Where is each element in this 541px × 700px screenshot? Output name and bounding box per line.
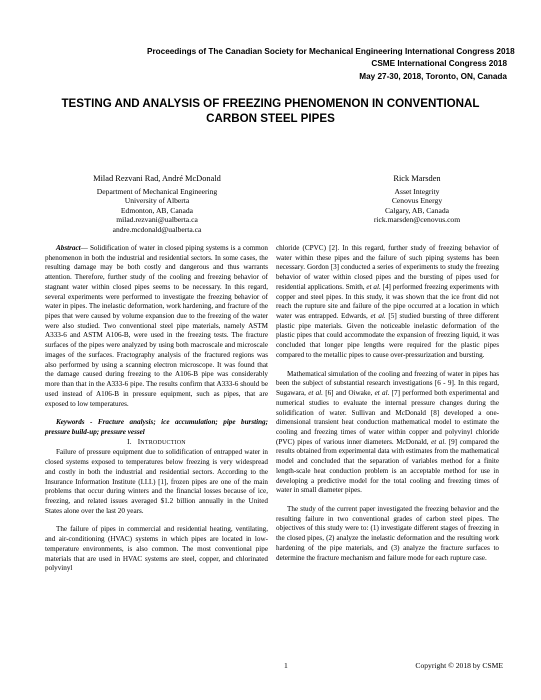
intro-paragraph-3 xyxy=(276,370,499,496)
keywords-label: Keywords xyxy=(56,418,85,427)
text-run-italic: et al. xyxy=(374,389,390,398)
author-names: Milad Rezvani Rad, André McDonald xyxy=(93,174,221,183)
author-email: rick.marsden@cenovus.com xyxy=(373,215,461,225)
keywords xyxy=(45,418,268,437)
left-column xyxy=(45,244,268,574)
right-column xyxy=(276,244,499,563)
section-initial: I xyxy=(137,437,141,446)
abstract-label: Abstract xyxy=(56,244,81,252)
title-line-1: TESTING AND ANALYSIS OF FREEZING PHENOMENON IN CONVENTIONAL xyxy=(61,97,480,110)
text-run: [4] performed freezing experiments with copper and steel pipes. In this study, it was shown that the ice front did not reach the rupture site and failure of the pipe occurred at a location in which water was entrapped. Edwards, xyxy=(276,282,499,321)
header-line-proceedings: Proceedings of The Canadian Society for Mechanical Engineering International Congress 2018 xyxy=(147,47,515,56)
text-run-italic: et al. xyxy=(366,282,381,291)
section-rest: NTRODUCTION xyxy=(140,439,186,446)
text-run: [6] and Oiwake, xyxy=(322,389,375,398)
affiliation-line: Asset Integrity xyxy=(394,187,440,196)
text-run-italic: et al. xyxy=(370,312,386,321)
header-line-congress: CSME International Congress 2018 xyxy=(371,59,507,69)
affiliation-line: Cenovus Energy xyxy=(391,196,443,206)
author-names: Rick Marsden xyxy=(393,174,441,183)
keywords-text: - Fracture analysis; ice accumulation; pipe bursting; pressure build-up; pressure vessel xyxy=(45,418,268,436)
text-run-italic: et al. xyxy=(308,389,323,398)
header-line-date: May 27-30, 2018, Toronto, ON, Canada xyxy=(359,71,507,81)
affiliation-line: Edmonton, AB, Canada xyxy=(120,205,194,215)
abstract-text: — Solidification of water in closed piping systems is a common phenomenon in both the industrial and residential sectors. In some cases, the resulting damage may be both costly and dangerous and thus warrants attention. Therefore, further study of the cooling and freezing behavior of stagnant water within closed pipes seems to be necessary. In this regard, several experiments were performed to investigate the freezing behavior of water in pipes. The inelastic deformation, work hardening, and fracture of the pipes that were caused by volume expansion due to the freezing of the water were also studied. Two conventional steel pipe materials, namely ASTM A333-6 and ASTM A106-B, were used in the freezing tests. The fracture surfaces of the pipes were analyzed by using both macroscale and microscale images of the surfaces. Fractography analysis of the fractured regions was also performed by using a scanning electron microscope. It was found that the damage caused during freezing to the A106-B pipe was considerably more than that in the A333-6 pipe. The results confirm that A333-6 should be used instead of A106-B in pressure equipment, such as pipes, that are exposed to low temperatures. xyxy=(45,244,268,408)
author-block-cenovus xyxy=(322,174,512,225)
abstract xyxy=(45,244,268,409)
intro-paragraph-2: The failure of pipes in commercial and residential heating, ventilating, and air-conditioning (HVAC) systems in which pipes are located in low-temperature environments, is also common. The most conventional pipe materials that are used in HVAC systems are steel, copper, and chlorinated polyvinyl xyxy=(45,525,268,573)
author-email: milad.rezvani@ualberta.ca xyxy=(116,215,198,225)
intro-paragraph-1: Failure of pressure equipment due to solidification of entrapped water in closed systems exposed to temperatures below freezing is very widespread and costly in both the industrial and residential sectors. According to the Insurance Information Institute (I.I.I.) [1], frozen pipes are one of the main problems that occur during winters and the financial losses because of ice, freezing, and related issues averaged $1.2 billion annually in the United States alone over the last 20 years. xyxy=(45,448,268,515)
text-run: Mathematical simulation of the cooling and freezing of water in pipes has been the subject of substantial research investigations [6 - 9]. In this regard, Sugawara, xyxy=(276,369,499,398)
paper-title xyxy=(30,96,511,126)
intro-paragraph-4: The study of the current paper investigated the freezing behavior and the resulting failure in two conventional grades of carbon steel pipes. The objectives of this study were to: (1) investigate different stages of freezing in the closed pipes, (2) analyze the inelastic deformation and the resulting work hardening of the pipe materials, and (3) analyze the fracture surfaces to determine the fracture mechanism and failure mode for each rupture case. xyxy=(276,504,499,562)
text-run: [5] studied bursting of three different plastic pipe materials. Given the noticeable inelastic deformation of the plastic pipes that could accommodate the expansion of freezing liquid, it was concluded that longer pipe lengths were required for the plastic pipes compared to the metallic pipes to cause over-pressurization and bursting. xyxy=(276,312,499,359)
section-numeral: I. xyxy=(127,437,132,446)
text-run: [7] performed both experimental and numerical studies to evaluate the internal pressure changes during the solidification of water. Sullivan and McDonald [8] developed a one-dimensional transient heat conduction mathematical model to estimate the cooling and freezing times of water within copper and polyvinyl chloride (PVC) pipes of various inner diameters. McDonald, xyxy=(276,389,499,446)
text-run: [9] compared the results obtained from experimental data with estimates from the mathematical model and concluded that the separation of variables method for a finite length-scale heat conduction problem is an acceptable method for use in developing a predictive model for the total cooling and freezing times of water in small diameter pipes. xyxy=(276,437,499,495)
affiliation-line: Calgary, AB, Canada xyxy=(384,205,450,215)
affiliation-line: Department of Mechanical Engineering xyxy=(96,187,218,196)
title-line-2: CARBON STEEL PIPES xyxy=(206,112,335,125)
section-heading-introduction xyxy=(45,438,268,449)
affiliation-line: University of Alberta xyxy=(124,196,190,206)
text-run: chloride (CPVC) [2]. In this regard, further study of freezing behavior of water within these pipes and the failure of such piping systems has been necessary. Gordon [3] conducted a series of experiments to study the freezing behavior of water within closed pipes and the bursting of pipes used for residential applications. Smith, xyxy=(276,244,499,291)
text-run-italic: et al. xyxy=(431,437,447,446)
proceedings-header xyxy=(147,46,515,83)
copyright-notice: Copyright © 2018 by CSME xyxy=(415,661,503,670)
author-block-ualberta xyxy=(62,174,252,234)
page-number: 1 xyxy=(284,661,288,670)
author-email: andre.mcdonald@ualberta.ca xyxy=(112,224,202,234)
intro-paragraph-2-cont xyxy=(276,244,499,361)
